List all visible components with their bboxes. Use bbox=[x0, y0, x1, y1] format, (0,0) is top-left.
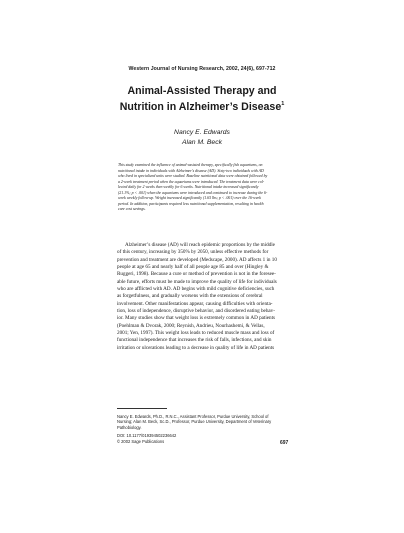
footnote-line: Pathobiology. bbox=[117, 424, 142, 430]
abstract-line: week weekly follow-up. Weight increased significantly (1.65 lbs; p < .001) over the 16-week bbox=[118, 196, 262, 200]
copyright-line: © 2002 Sage Publications bbox=[117, 438, 165, 444]
body-line: Ruggeri, 1998). Because a cure or method of prevention is not in the foresee- bbox=[117, 271, 276, 278]
abstract bbox=[118, 163, 290, 213]
body-line: functional independence that increases the risk of falls, infections, and skin bbox=[117, 337, 272, 344]
abstract-line: (21.1%; p < .001) when the aquariums were introduced and continued to increase during the 6- bbox=[118, 190, 268, 195]
author-name: Nancy E. Edwards bbox=[174, 129, 230, 136]
abstract-line: care cost savings. bbox=[118, 207, 146, 211]
abstract-line: who lived in specialized units were studied. Baseline nutritional data were obtained followed by bbox=[118, 174, 268, 178]
author-footnote bbox=[117, 414, 299, 444]
body-line: Alzheimer’s disease (AD) will reach epidemic proportions by the middle bbox=[125, 242, 275, 248]
abstract-line: nutritional intake in individuals with Alzheimer’s disease (AD). Sixty-two individuals with AD bbox=[118, 168, 264, 173]
abstract-line: lected daily for 2 weeks then weekly for 6 weeks. Nutritional intake increased significantly bbox=[118, 185, 259, 189]
body-line: prevention and treatment are developed (Medscape, 2000). AD affects 1 in 10 bbox=[117, 256, 277, 263]
abstract-line: a 2-week treatment period when the aquariums were introduced. The treatment data were col- bbox=[118, 179, 265, 184]
body-line: tion, loss of independence, disruptive behavior, and disordered eating behav- bbox=[117, 308, 275, 315]
body-line: people at age 65 and nearly half of all people age 85 and over (Hingley & bbox=[117, 264, 269, 271]
body-line: ior. Many studies show that weight loss is extremely common in AD patients bbox=[117, 315, 276, 322]
doi-line: DOI: 10.1177/019394502236642 bbox=[117, 433, 177, 439]
journal-citation: Western Journal of Nursing Research, 2002, 24(6), 697-712 bbox=[128, 66, 276, 72]
body-line: irritation or ulcerations leading to a decrease in quality of life in AD patients bbox=[117, 344, 275, 351]
author-list bbox=[0, 128, 404, 148]
footnote-line: Nursing; Alan M. Beck, Sc.D., Professor, Purdue University, Department of Veterinary bbox=[117, 419, 272, 425]
article-title bbox=[0, 85, 404, 114]
body-line: of this century, increasing by 350% by 2050, unless effective methods for bbox=[117, 249, 269, 256]
title-line-2-text: Nutrition in Alzheimer’s Disease bbox=[119, 101, 282, 113]
body-line: (Poehlman & Dvorak, 2000; Reynish, Andrieu, Nourhashemi, & Vellas, bbox=[117, 322, 265, 329]
abstract-line: This study examined the influence of animal-assisted therapy, specifically fish aquariums, on bbox=[118, 163, 263, 167]
author-name: Alan M. Beck bbox=[181, 139, 223, 146]
body-line: as forgetfulness, and gradually worsens with the extensions of cerebral bbox=[117, 293, 263, 300]
body-line: who are afflicted with AD. AD begins with mild cognitive deficiencies, such bbox=[117, 286, 275, 293]
body-line: involvement. Other manifestations appear, causing difficulties with orienta- bbox=[117, 300, 273, 307]
abstract-line: period. In addition, participants required less nutritional supplementation, resulting in health bbox=[118, 201, 264, 206]
body-line: able future, efforts must be made to improve the quality of life for individuals bbox=[117, 278, 277, 285]
title-line-1: Animal-Assisted Therapy and bbox=[127, 85, 277, 97]
body-paragraph bbox=[117, 242, 299, 352]
body-line: 2001; Yen, 1997). This weight loss leads to reduced muscle mass and loss of bbox=[117, 330, 275, 337]
footnote-line: Nancy E. Edwards, Ph.D., R.N.C., Assistant Professor, Purdue University, School of bbox=[117, 414, 269, 419]
title-line-2 bbox=[0, 98, 404, 114]
page-number: 697 bbox=[280, 440, 289, 446]
title-footnote-mark: 1 bbox=[281, 101, 285, 107]
footnote-divider bbox=[117, 408, 167, 409]
